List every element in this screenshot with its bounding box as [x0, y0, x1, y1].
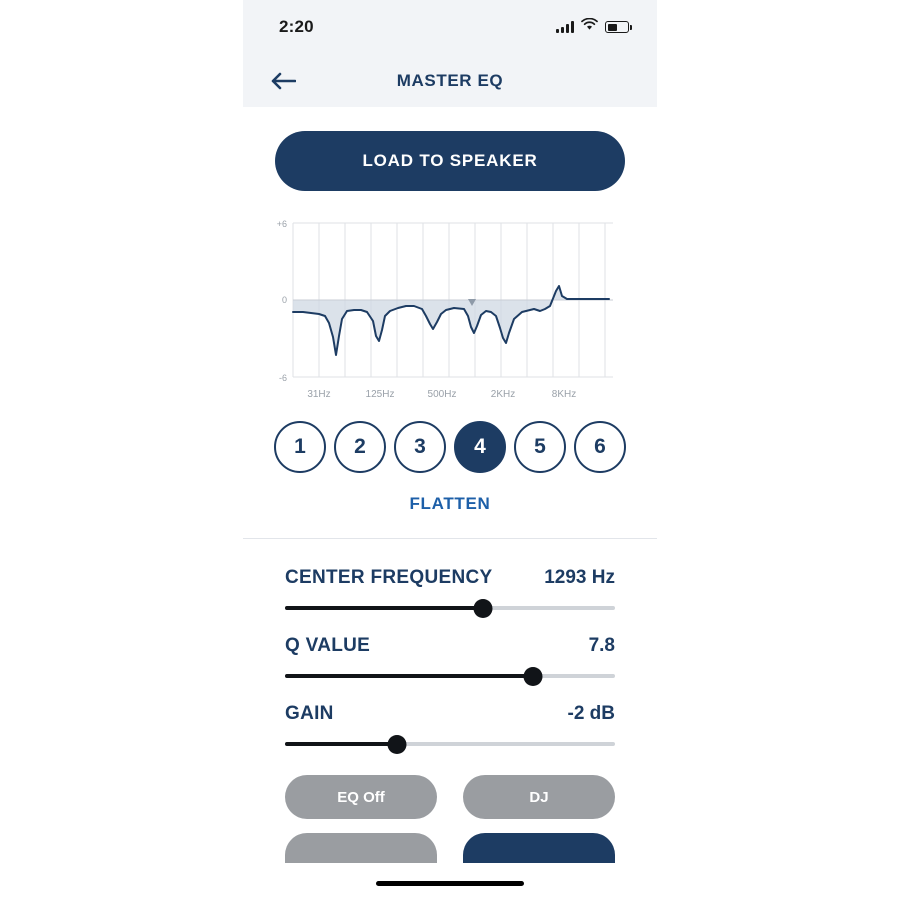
- eq-graph-svg: [253, 205, 647, 415]
- band-button-5[interactable]: 5: [514, 421, 566, 473]
- slider-thumb[interactable]: [388, 735, 407, 754]
- preset-row-2: [243, 819, 657, 863]
- gain-label: GAIN: [285, 703, 334, 724]
- center-frequency-value: 1293 Hz: [544, 567, 615, 588]
- eq-graph[interactable]: [243, 205, 657, 415]
- dj-button[interactable]: DJ: [463, 775, 615, 819]
- x-tick-1: 31Hz: [307, 389, 331, 400]
- q-value-row: [285, 635, 615, 657]
- center-frequency-row: [285, 567, 615, 589]
- slider-fill: [285, 742, 397, 746]
- flatten-button[interactable]: FLATTEN: [409, 494, 491, 513]
- center-frequency-slider[interactable]: [285, 595, 615, 621]
- wifi-icon: [581, 18, 598, 36]
- gain-value: -2 dB: [567, 703, 615, 724]
- q-value-label: Q VALUE: [285, 635, 371, 656]
- band-button-6[interactable]: 6: [574, 421, 626, 473]
- slider-thumb[interactable]: [474, 599, 493, 618]
- y-tick-mid: 0: [281, 295, 287, 305]
- gain-slider[interactable]: [285, 731, 615, 757]
- band-button-4[interactable]: 4: [454, 421, 506, 473]
- status-bar: [243, 0, 657, 54]
- x-tick-2: 125Hz: [365, 389, 395, 400]
- x-tick-5: 8KHz: [551, 389, 577, 400]
- band-button-2[interactable]: 2: [334, 421, 386, 473]
- slider-thumb[interactable]: [523, 667, 542, 686]
- controls-section: [243, 539, 657, 757]
- preset-row-1: [243, 757, 657, 819]
- battery-icon: [605, 21, 629, 33]
- slider-fill: [285, 674, 533, 678]
- band-button-1[interactable]: 1: [274, 421, 326, 473]
- home-indicator: [376, 881, 524, 886]
- nav-bar: [243, 54, 657, 107]
- arrow-left-icon: [270, 71, 296, 91]
- q-value-slider[interactable]: [285, 663, 615, 689]
- page-title: MASTER EQ: [396, 70, 504, 90]
- y-tick-top: +6: [276, 219, 287, 229]
- phone-screen: [243, 0, 657, 900]
- gain-row: [285, 703, 615, 725]
- slider-fill: [285, 606, 483, 610]
- preset-button-4[interactable]: [463, 833, 615, 863]
- preset-button-3[interactable]: [285, 833, 437, 863]
- q-value-value: 7.8: [588, 635, 615, 656]
- band-button-3[interactable]: 3: [394, 421, 446, 473]
- band-selector: [243, 421, 657, 473]
- status-time: 2:20: [279, 17, 314, 36]
- load-button-wrap: [243, 107, 657, 191]
- y-tick-bottom: -6: [278, 373, 287, 383]
- load-to-speaker-button[interactable]: LOAD TO SPEAKER: [275, 131, 625, 191]
- x-tick-3: 500Hz: [427, 389, 457, 400]
- back-button[interactable]: [261, 59, 305, 103]
- cellular-bars-icon: [556, 21, 574, 33]
- status-icons: [556, 18, 629, 36]
- x-tick-4: 2KHz: [490, 389, 516, 400]
- center-frequency-label: CENTER FREQUENCY: [285, 567, 493, 588]
- eq-off-button[interactable]: EQ Off: [285, 775, 437, 819]
